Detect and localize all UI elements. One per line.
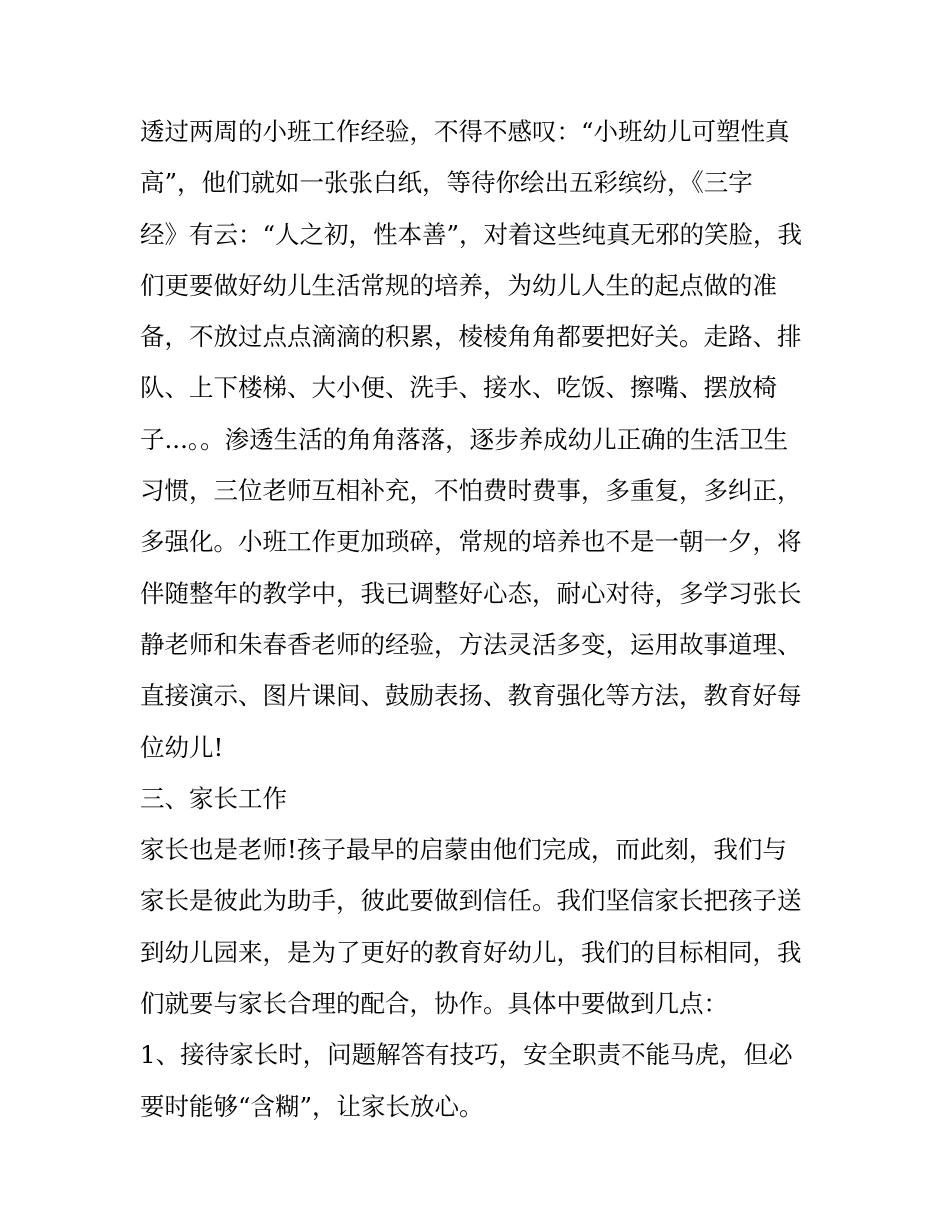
text-line: 直接演示、图片课间、鼓励表扬、教育强化等方法，教育好每 (140, 681, 802, 711)
text-line: 位幼儿! (140, 732, 224, 762)
text-line: 透过两周的小班工作经验，不得不感叹：“小班幼儿可塑性真 (140, 117, 790, 146)
text-line: 子...。。渗透生活的角角落落，逐步养成幼儿正确的生活卫生 (140, 424, 789, 454)
list-item: 1、接待家长时，问题解答有技巧，安全职责不能马虎，但必 (140, 1040, 793, 1070)
text-line: 高”，他们就如一张张白纸，等待你绘出五彩缤纷，《三字 (140, 168, 753, 198)
text-line: 经》有云：“人之初，性本善”，对着这些纯真无邪的笑脸，我 (140, 219, 803, 249)
text-line: 习惯，三位老师互相补充，不怕费时费事，多重复，多纠正， (140, 476, 802, 506)
text-line: 家长是彼此为助手，彼此要做到信任。我们坚信家长把孩子送 (140, 886, 802, 916)
text-line: 多强化。小班工作更加琐碎，常规的培养也不是一朝一夕，将 (140, 527, 802, 557)
text-line: 队、上下楼梯、大小便、洗手、接水、吃饭、擦嘴、摆放椅 (140, 373, 777, 403)
text-line: 们就要与家长合理的配合，协作。具体中要做到几点： (140, 989, 728, 1019)
text-line: 伴随整年的教学中，我已调整好心态，耐心对待，多学习张长 (140, 578, 802, 608)
text-line: 们更要做好幼儿生活常规的培养，为幼儿人生的起点做的准 (140, 270, 777, 300)
text-line: 到幼儿园来，是为了更好的教育好幼儿，我们的目标相同，我 (140, 937, 802, 967)
text-line: 静老师和朱春香老师的经验，方法灵活多变，运用故事道理、 (140, 629, 802, 659)
text-line: 备，不放过点点滴滴的积累，棱棱角角都要把好关。走路、排 (140, 322, 802, 352)
section-heading: 三、家长工作 (140, 783, 287, 813)
text-line: 家长也是老师!孩子最早的启蒙由他们完成，而此刻，我们与 (140, 835, 787, 865)
document-body (140, 106, 820, 1132)
text-line: 要时能够“含糊”，让家长放心。 (140, 1091, 484, 1121)
